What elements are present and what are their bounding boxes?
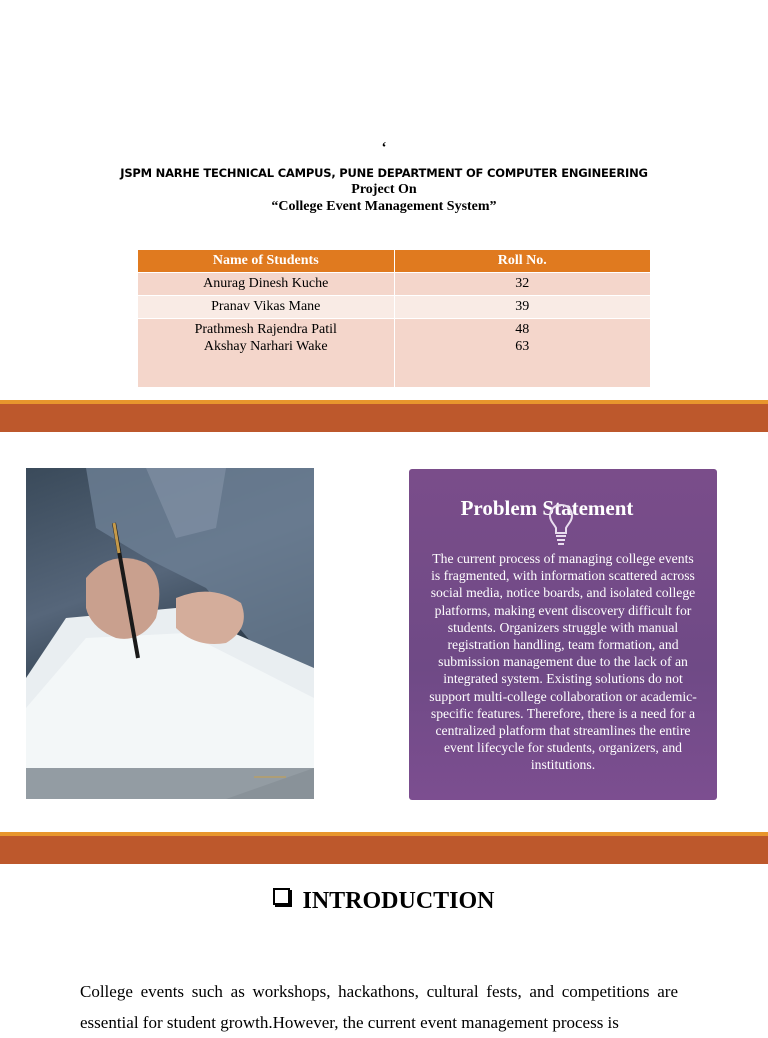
project-title: “College Event Management System”: [271, 199, 497, 214]
project-on-label: Project On: [351, 182, 417, 197]
students-table: [138, 250, 650, 387]
student-roll: 63: [515, 339, 530, 354]
column-header-roll: Roll No.: [394, 250, 650, 273]
table-header-row: [138, 250, 650, 273]
column-header-name: Name of Students: [138, 250, 394, 273]
problem-statement-title: [409, 496, 685, 521]
student-roll: 32: [394, 273, 650, 296]
divider-band-top: [0, 404, 768, 432]
student-name: Anurag Dinesh Kuche: [138, 273, 394, 296]
problem-statement-heading: Problem Statement: [460, 496, 634, 520]
divider-band-bottom: [0, 836, 768, 864]
student-name-cell: [138, 319, 394, 388]
table-row: [138, 273, 650, 296]
problem-statement-box: [409, 469, 717, 800]
student-roll-cell: [394, 319, 650, 388]
checkbox-bullet-icon: [273, 888, 290, 905]
lightbulb-icon: [548, 503, 574, 547]
introduction-paragraph: College events such as workshops, hackathons, cultural fests, and competitions are essential for student growth.However, the current event management process is: [80, 982, 678, 1032]
introduction-heading-text: INTRODUCTION: [302, 888, 495, 914]
institution-name: JSPM NARHE TECHNICAL CAMPUS, PUNE DEPARTMENT OF COMPUTER ENGINEERING: [120, 166, 648, 180]
writing-hand-photo: [26, 468, 314, 799]
table-row: [138, 296, 650, 319]
student-name: Pranav Vikas Mane: [138, 296, 394, 319]
student-roll: 39: [394, 296, 650, 319]
introduction-heading: [0, 888, 768, 915]
table-row: [138, 319, 650, 388]
student-name: Akshay Narhari Wake: [203, 339, 328, 354]
student-roll: 48: [515, 322, 530, 337]
quote-mark: ‘: [381, 140, 387, 156]
student-name: Prathmesh Rajendra Patil: [194, 322, 337, 337]
problem-statement-text: The current process of managing college events is fragmented, with information scattered across social media, notice boards, and isolated college platforms, making event discovery difficult for students. Organizers struggle with manual registration handling, team formation, and submission management due to the lack of an integrated system. Existing solutions do not support multi-college collaboration or academic-specific features. Therefore, there is a need for a centralized platform that streamlines the entire event lifecycle for students, organizers, and institutions.: [429, 551, 697, 773]
